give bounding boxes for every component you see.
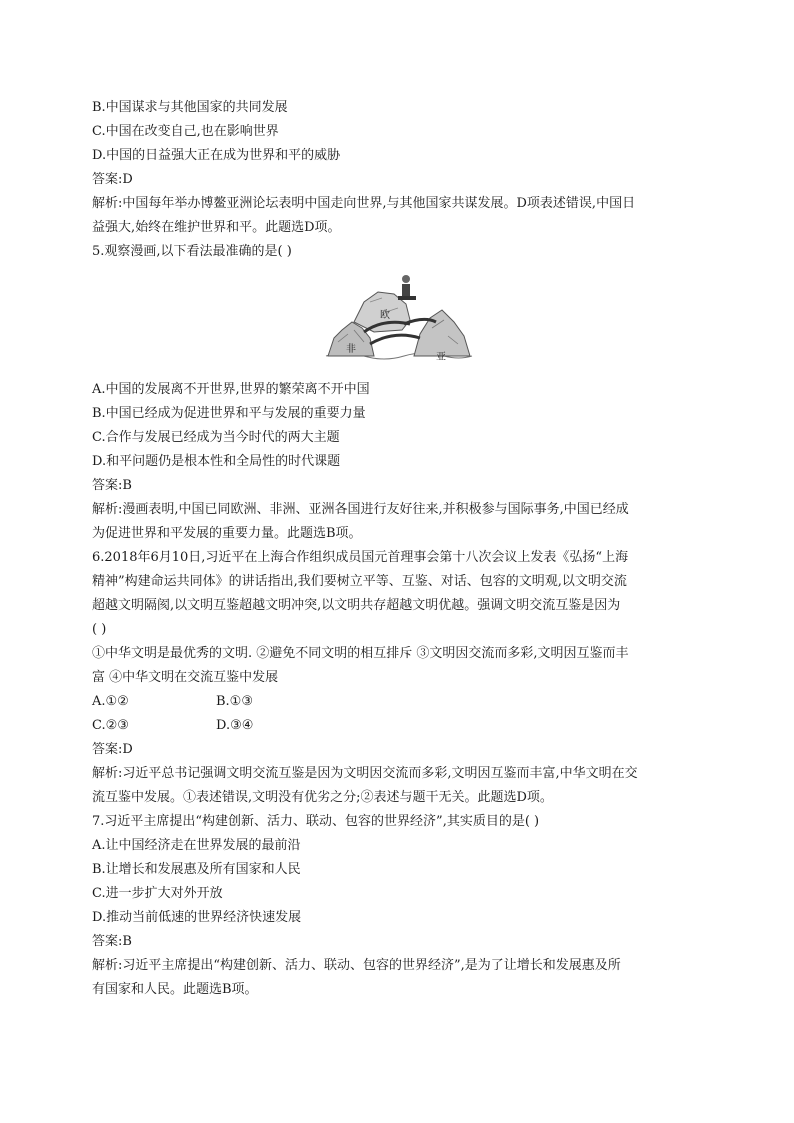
- q6-choices-line-2: 富 ④中华文明在交流互鉴中发展: [92, 670, 279, 685]
- q4-option-c: C.中国在改变自己,也在影响世界: [92, 124, 279, 139]
- q6-stem-line-3: 超越文明隔阂,以文明互鉴超越文明冲突,以文明共存超越文明优越。强调文明交流互鉴是因为: [92, 598, 621, 613]
- q5-option-d: D.和平问题仍是根本性和全局性的时代课题: [92, 454, 341, 469]
- q5-analysis-line-1: 解析:漫画表明,中国已同欧洲、非洲、亚洲各国进行友好往来,并积极参与国际事务,中国已经成: [92, 502, 629, 517]
- q6-option-a: A.①②: [92, 694, 129, 709]
- q6-choices-line-1: ①中华文明是最优秀的文明. ②避免不同文明的相互排斥 ③文明因交流而多彩,文明因互鉴而丰: [92, 646, 629, 661]
- cartoon-label-africa: 非: [346, 344, 356, 355]
- q7-stem: 7.习近平主席提出“构建创新、活力、联动、包容的世界经济”,其实质目的是( ): [92, 814, 540, 829]
- q5-answer: 答案:B: [92, 478, 132, 493]
- document-page: [92, 96, 712, 1002]
- q4-analysis-line-2: 益强大,始终在维护世界和平。此题选D项。: [92, 220, 341, 235]
- q6-option-c: C.②③: [92, 718, 129, 733]
- q4-option-d: D.中国的日益强大正在成为世界和平的威胁: [92, 148, 341, 163]
- q6-options-row-2: [92, 714, 712, 738]
- q5-option-b: B.中国已经成为促进世界和平与发展的重要力量: [92, 406, 366, 421]
- q4-analysis-line-1: 解析:中国每年举办博鳌亚洲论坛表明中国走向世界,与其他国家共谋发展。D项表述错误,中国日: [92, 196, 636, 211]
- q6-stem-line-1: 6.2018年6月10日,习近平在上海合作组织成员国元首理事会第十八次会议上发表《弘扬“上海: [92, 550, 629, 565]
- q5-option-c: C.合作与发展已经成为当今时代的两大主题: [92, 430, 340, 445]
- q6-analysis-line-1: 解析:习近平总书记强调文明交流互鉴是因为文明因交流而多彩,文明因互鉴而丰富,中华文明在交: [92, 766, 638, 781]
- q6-analysis-line-2: 流互鉴中发展。①表述错误,文明没有优劣之分;②表述与题干无关。此题选D项。: [92, 790, 553, 805]
- q6-stem-line-4: ( ): [92, 622, 107, 637]
- q4-answer: 答案:D: [92, 172, 133, 187]
- q4-option-b: B.中国谋求与其他国家的共同发展: [92, 100, 288, 115]
- cartoon-illustration-icon: [324, 272, 474, 372]
- q5-stem: 5.观察漫画,以下看法最准确的是( ): [92, 244, 292, 259]
- q7-answer: 答案:B: [92, 934, 132, 949]
- q7-option-c: C.进一步扩大对外开放: [92, 886, 223, 901]
- q7-option-b: B.让增长和发展惠及所有国家和人民: [92, 862, 301, 877]
- q6-option-b: B.①③: [216, 694, 253, 709]
- q6-options-row-1: [92, 690, 712, 714]
- q7-analysis-line-1: 解析:习近平主席提出“构建创新、活力、联动、包容的世界经济”,是为了让增长和发展惠及所: [92, 958, 621, 973]
- q5-option-a: A.中国的发展离不开世界,世界的繁荣离不开中国: [92, 382, 370, 397]
- cartoon-illustration: [324, 272, 474, 372]
- q6-answer: 答案:D: [92, 742, 133, 757]
- q7-analysis-line-2: 有国家和人民。此题选B项。: [92, 982, 258, 997]
- q5-analysis-line-2: 为促进世界和平发展的重要力量。此题选B项。: [92, 526, 362, 541]
- cartoon-label-europe: 欧: [380, 310, 390, 321]
- cartoon-label-asia: 亚: [436, 352, 446, 363]
- q7-option-a: A.让中国经济走在世界发展的最前沿: [92, 838, 301, 853]
- q7-option-d: D.推动当前低速的世界经济快速发展: [92, 910, 302, 925]
- q6-option-d: D.③④: [216, 718, 254, 733]
- q6-stem-line-2: 精神”构建命运共同体》的讲话指出,我们要树立平等、互鉴、对话、包容的文明观,以文明交流: [92, 574, 627, 589]
